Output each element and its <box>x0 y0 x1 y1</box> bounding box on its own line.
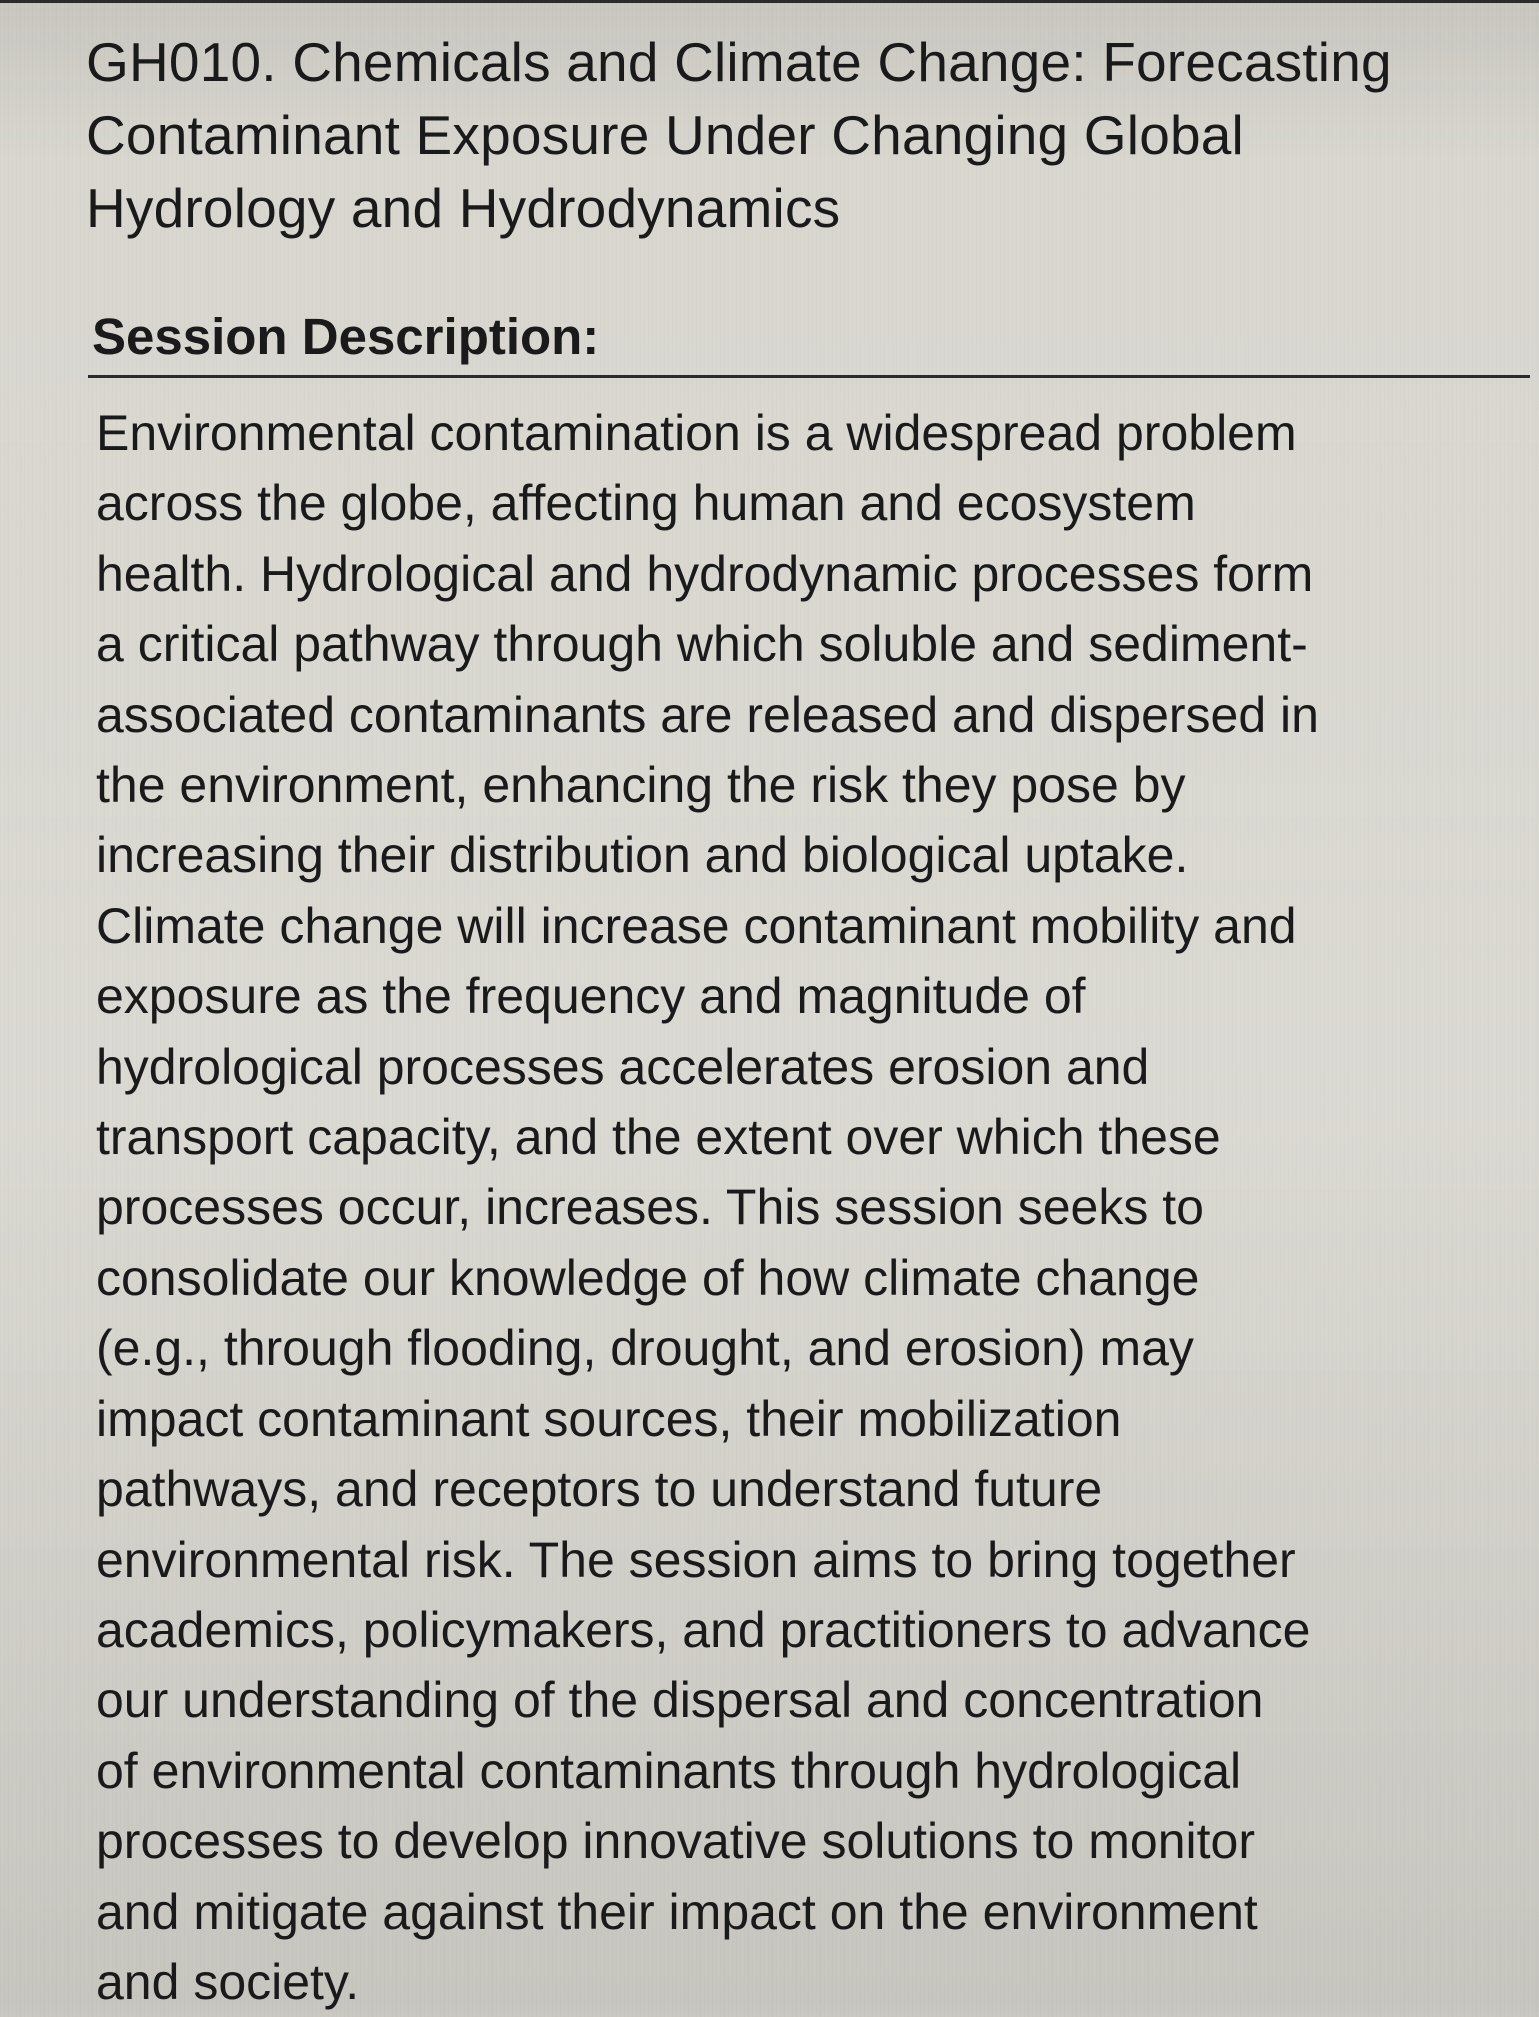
session-title <box>86 26 1466 245</box>
description-line: impact contaminant sources, their mobilization <box>96 1390 1122 1447</box>
description-line: (e.g., through flooding, drought, and erosion) may <box>96 1320 1194 1377</box>
session-description-heading: Session Description: <box>92 308 600 365</box>
description-line: consolidate our knowledge of how climate change <box>96 1249 1200 1306</box>
session-title-line: Hydrology and Hydrodynamics <box>86 177 841 239</box>
description-line: a critical pathway through which soluble and sediment- <box>96 616 1308 673</box>
top-border <box>0 0 1539 3</box>
description-line: of environmental contaminants through hydrological <box>96 1742 1242 1799</box>
description-line: across the globe, affecting human and ecosystem <box>96 475 1196 532</box>
description-line: associated contaminants are released and dispersed in <box>96 686 1319 743</box>
description-line: processes occur, increases. This session seeks to <box>96 1179 1204 1236</box>
description-line: and mitigate against their impact on the environment <box>96 1883 1258 1940</box>
description-line: health. Hydrological and hydrodynamic processes form <box>96 545 1314 602</box>
description-line: increasing their distribution and biological uptake. <box>96 827 1189 884</box>
description-line: academics, policymakers, and practitioners to advance <box>96 1601 1311 1658</box>
session-description-body <box>96 398 1319 2017</box>
description-line: processes to develop innovative solutions to monitor <box>96 1813 1255 1870</box>
description-line: environmental risk. The session aims to bring together <box>96 1531 1296 1588</box>
description-line: pathways, and receptors to understand future <box>96 1461 1103 1518</box>
description-line: the environment, enhancing the risk they pose by <box>96 757 1186 814</box>
section-divider <box>88 375 1530 378</box>
description-line: exposure as the frequency and magnitude of <box>96 968 1086 1025</box>
description-line: Environmental contamination is a widespread problem <box>96 405 1297 461</box>
description-line: our understanding of the dispersal and concentration <box>96 1672 1264 1729</box>
session-title-line: Contaminant Exposure Under Changing Global <box>86 104 1244 166</box>
description-line: transport capacity, and the extent over which these <box>96 1109 1221 1166</box>
session-title-line: GH010. Chemicals and Climate Change: Forecasting <box>86 31 1392 93</box>
description-line: hydrological processes accelerates erosion and <box>96 1038 1150 1095</box>
description-line: Climate change will increase contaminant mobility and <box>96 897 1297 954</box>
description-line: and society. <box>96 1953 360 2010</box>
